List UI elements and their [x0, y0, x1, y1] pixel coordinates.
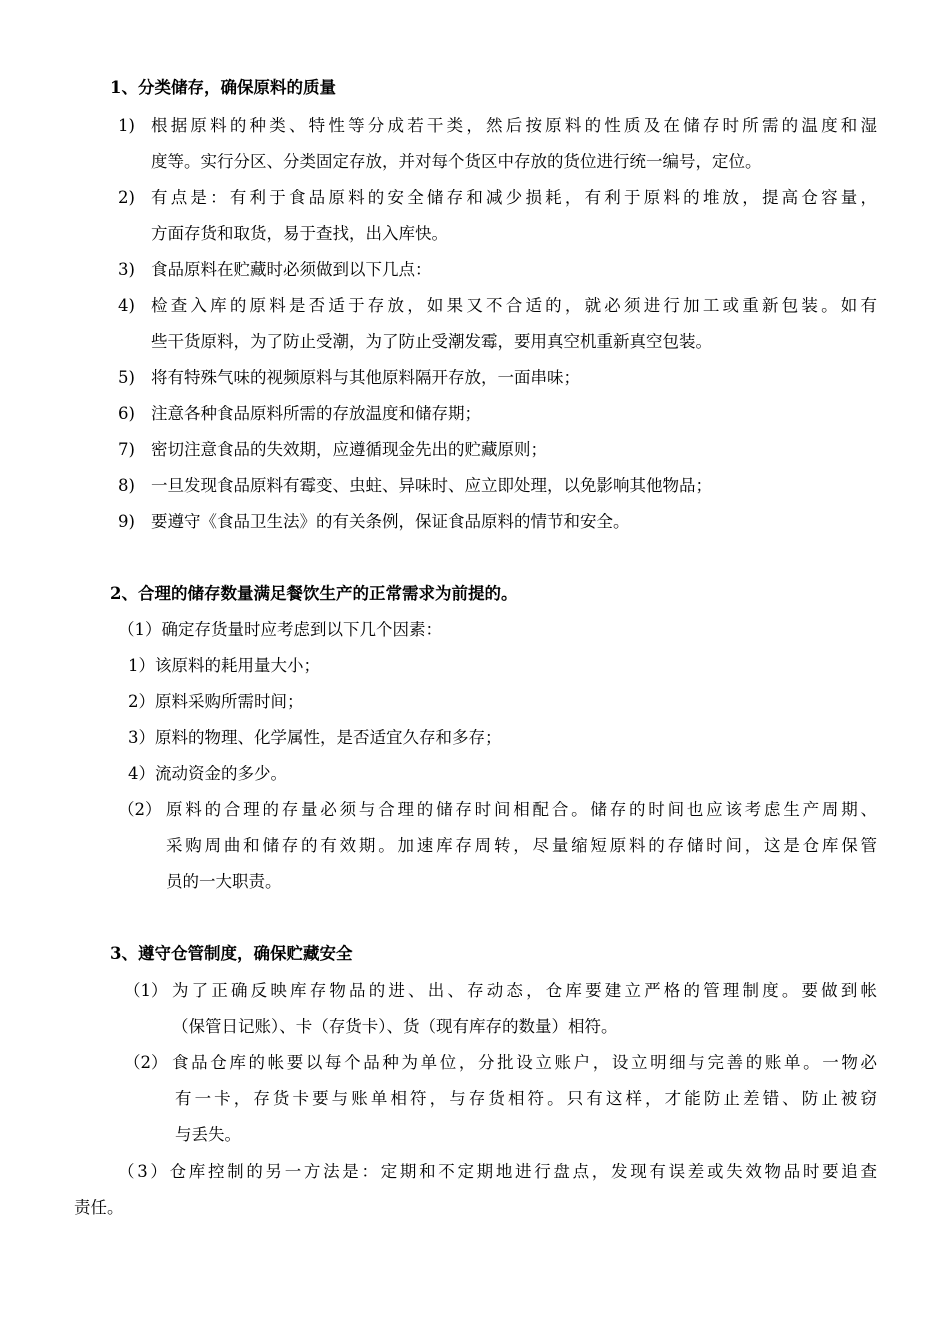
- sub-item: 1）该原料的耗用量大小；: [128, 656, 320, 675]
- item-text: 些干货原料，为了防止受潮，为了防止受潮发霉，要用真空机重新真空包装。: [151, 332, 712, 351]
- item-text: 度等。实行分区、分类固定存放，并对每个货区中存放的货位进行统一编号，定位。: [151, 152, 762, 171]
- paragraph-text: 原料的合理的存量必须与合理的储存时间相配合。储存的时间也应该考虑生产周期、: [166, 800, 877, 819]
- item-number: 3): [118, 260, 135, 279]
- paragraph-number: （1）: [124, 981, 168, 1000]
- section3-heading: 3、遵守仓管制度，确保贮藏安全: [110, 944, 353, 963]
- paragraph-text: 责任。: [74, 1198, 124, 1217]
- sub-item: 2）原料采购所需时间；: [128, 692, 304, 711]
- paragraph-text: 食品仓库的帐要以每个品种为单位，分批设立账户，设立明细与完善的账单。一物必: [172, 1053, 877, 1072]
- item-number: 9): [118, 512, 135, 531]
- paragraph-text: （3）仓库控制的另一方法是：定期和不定期地进行盘点，发现有误差或失效物品时要追查: [118, 1162, 877, 1181]
- item-text: 密切注意食品的失效期，应遵循现金先出的贮藏原则；: [151, 440, 547, 459]
- item-number: 7): [118, 440, 135, 459]
- item-text: 一旦发现食品原料有霉变、虫蛀、异味时、应立即处理，以免影响其他物品；: [151, 476, 712, 495]
- item-text: 注意各种食品原料所需的存放温度和储存期；: [151, 404, 481, 423]
- item-text: 食品原料在贮藏时必须做到以下几点：: [151, 260, 432, 279]
- item-text: 方面存货和取货，易于查找，出入库快。: [151, 224, 448, 243]
- paragraph: （1）确定存货量时应考虑到以下几个因素：: [118, 620, 442, 639]
- item-number: 6): [118, 404, 135, 423]
- item-number: 5): [118, 368, 135, 387]
- item-number: 1): [118, 116, 135, 135]
- item-number: 4): [118, 296, 135, 315]
- paragraph-text: 为了正确反映库存物品的进、出、存动态，仓库要建立严格的管理制度。要做到帐: [172, 981, 877, 1000]
- item-text: 要遵守《食品卫生法》的有关条例，保证食品原料的情节和安全。: [151, 512, 630, 531]
- paragraph-text: 有一卡，存货卡要与账单相符，与存货相符。只有这样，才能防止差错、防止被窃: [175, 1089, 877, 1108]
- item-number: 2): [118, 188, 135, 207]
- item-text: 根据原料的种类、特性等分成若干类，然后按原料的性质及在储存时所需的温度和湿: [151, 116, 877, 135]
- section2-heading: 2、合理的储存数量满足餐饮生产的正常需求为前提的。: [110, 584, 518, 603]
- sub-item: 4）流动资金的多少。: [128, 764, 287, 783]
- sub-item: 3）原料的物理、化学属性，是否适宜久存和多存；: [128, 728, 502, 747]
- paragraph-text: （保管日记账）、卡（存货卡）、货（现有库存的数量）相符。: [172, 1017, 618, 1036]
- paragraph-number: （2）: [124, 1053, 168, 1072]
- item-number: 8): [118, 476, 135, 495]
- section1-heading: 1、分类储存，确保原料的质量: [110, 78, 336, 97]
- item-text: 检查入库的原料是否适于存放，如果又不合适的，就必须进行加工或重新包装。如有: [151, 296, 877, 315]
- item-text: 有点是：有利于食品原料的安全储存和减少损耗，有利于原料的堆放，提高仓容量，: [151, 188, 877, 207]
- item-text: 将有特殊气味的视频原料与其他原料隔开存放，一面串味；: [151, 368, 580, 387]
- paragraph-text: 与丢失。: [175, 1125, 241, 1144]
- paragraph-text: 采购周曲和储存的有效期。加速库存周转，尽量缩短原料的存储时间，这是仓库保管: [166, 836, 877, 855]
- paragraph-text: 员的一大职责。: [166, 872, 282, 891]
- paragraph-number: （2）: [118, 800, 162, 819]
